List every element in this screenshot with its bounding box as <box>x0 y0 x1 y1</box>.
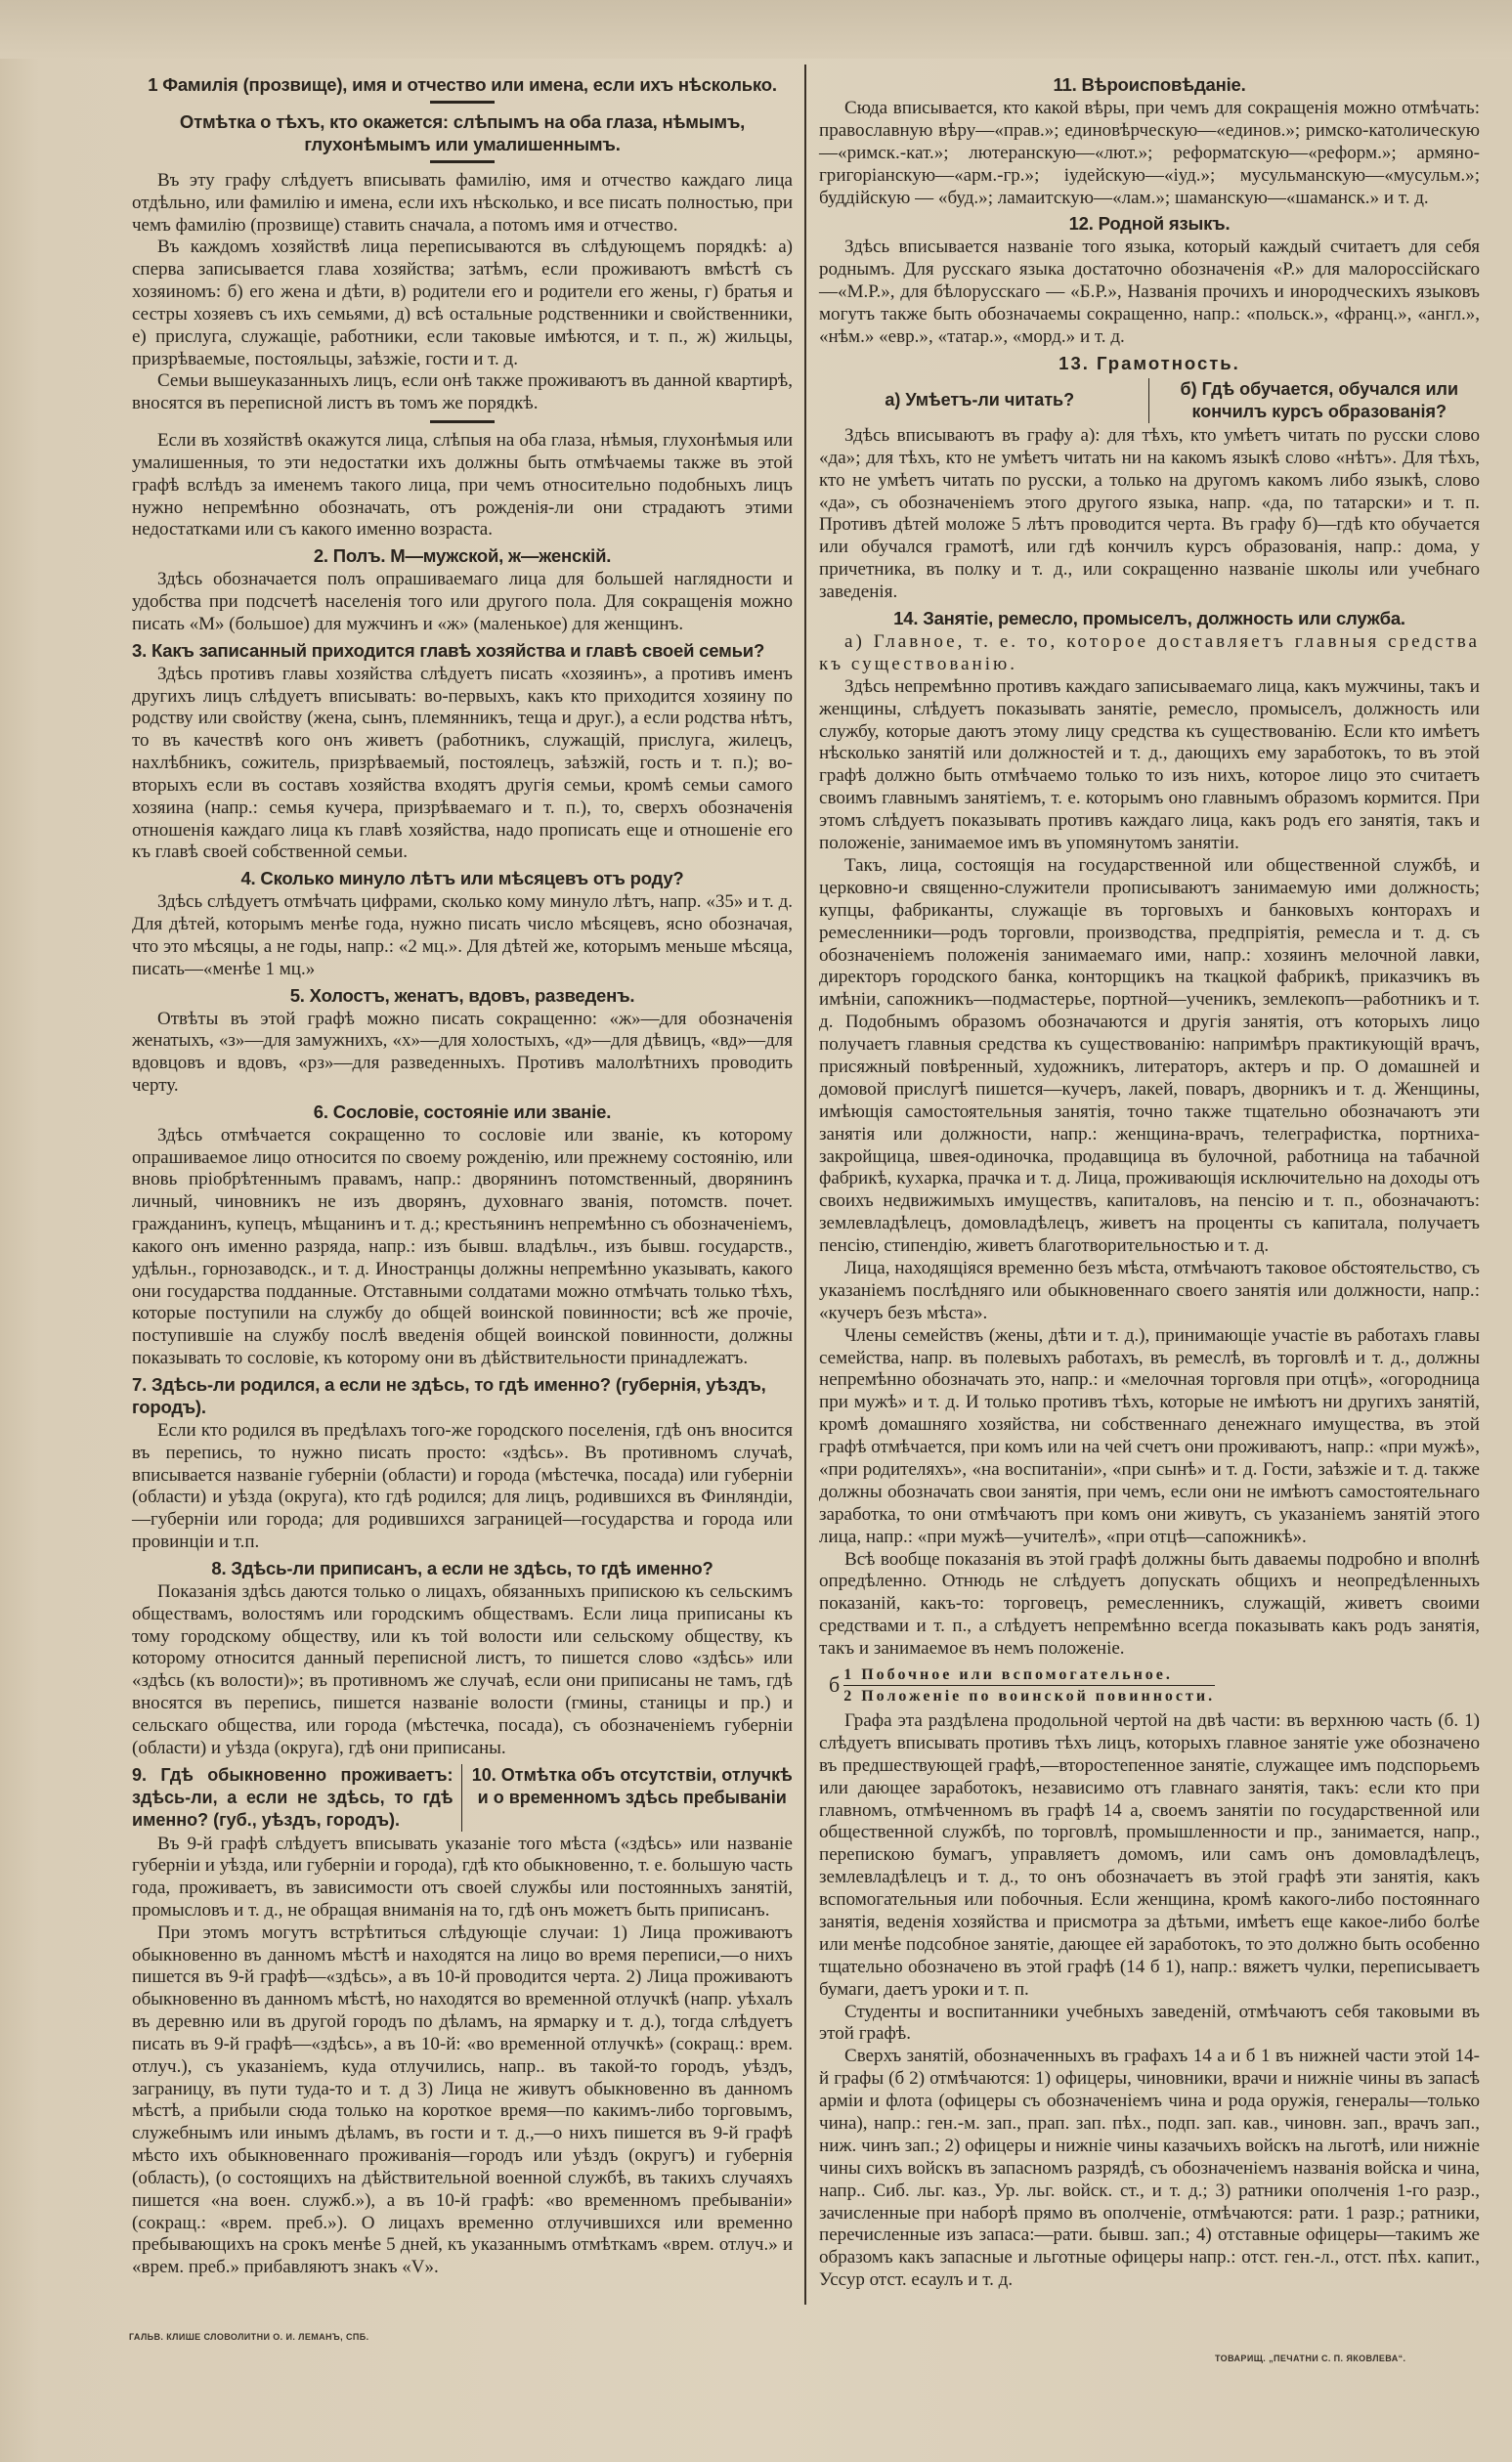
paragraph: Здѣсь вписываютъ въ графу а): для тѣхъ, кто умѣетъ читать по русски слово «да»; для тѣхъ, кто не умѣетъ читать ни на какомъ языкѣ слово «нѣтъ». Для тѣхъ, кто не умѣетъ читать по русски, а только на другомъ какомъ либо языкѣ, слово «да», съ обозначеніемъ этого другого языка, напр. «да, по татарски» и т. п. Противъ дѣтей моложе 5 лѣтъ проводится черта. Въ графу б)—гдѣ кто обучается или обучался грамотѣ, или гдѣ кончилъ курсъ образованія, напр.: дома, у причетника, въ полку и т. д., или сокращенно названіе школы или учебнаго заведенія. <box>819 424 1480 603</box>
divider-rule <box>430 101 495 104</box>
paragraph: Здѣсь противъ главы хозяйства слѣдуетъ писать «хозяинъ», а противъ именъ другихъ лицъ слѣдуетъ вписывать: во-первыхъ, какъ кто приходится хозяину по родству или свойству (жена, сынъ, племянникъ, теща и друг.), а если родства нѣтъ, то въ качествѣ кого онъ живетъ (работникъ, служащій, прислуга, жилецъ, нахлѣбникъ, сожитель, призрѣваемый, постоялецъ, заѣзжій, гость и т. п.); во-вторыхъ если въ составъ хозяйства входятъ другія семьи, кромѣ семьи самого хозяина (напр.: семья кучера, призрѣваемаго и т. п.), то, сверхъ обозначенія отношенія каждаго лица къ главѣ хозяйства, надо прописать еще и отношеніе его къ главѣ своей собственной семьи. <box>132 663 793 863</box>
section-1-subtitle: Отмѣтка о тѣхъ, кто окажется: слѣпымъ на оба глаза, нѣмымъ, глухонѣмымъ или умалишеннымъ. <box>179 111 746 154</box>
paragraph: Такъ, лица, состоящія на государственной или общественной службѣ, и церковно-и священно-служители прописываютъ занимаемую ими должность; купцы, фабриканты, служащіе въ торговыхъ и банковыхъ конторахъ и ремесленники—родъ торговли, производства, предпріятія, ремесла и т. д. съ обозначеніемъ положенія занимаемаго ими, напр.: хозяинъ мелочной лавки, директоръ городского банка, конторщикъ на ткацкой фабрикѣ, приказчикъ въ имѣніи, сапожникъ—подмастерье, портной—ученикъ, землекопъ—работникъ и т. д. Подобнымъ образомъ обозначаются и другія занятія, отъ которыхъ лицо получаетъ главныя средства къ существованію: напримѣръ практикующій врачъ, присяжный повѣренный, художникъ, литераторъ, актеръ и пр. О домашней и домовой прислугѣ пишется—кучеръ, лакей, поваръ, дворникъ и т. д. Женщины, имѣющія самостоятельныя занятія, точно также тщательно обозначаютъ эти занятія или должности, напр.: женщина-врачъ, телеграфистка, портниха-закройщица, швея-одиночка, продавщица въ булочной, работница на табачной фабрикѣ, кухарка, прачка и т. д. Лица, проживающія исключительно на доходы отъ своихъ недвижимыхъ имуществъ, капиталовъ, на пенсію и т. п., обозначаютъ: землевладѣлецъ, домовладѣлецъ, живетъ на проценты съ капитала, получаетъ пенсію, стипендію, живетъ благотворительностью и т. д. <box>819 854 1480 1257</box>
section-10-title: 10. Отмѣтка объ отсутствіи, отлучкѣ и о временномъ здѣсь пребываніи <box>471 1764 793 1807</box>
paragraph: Въ эту графу слѣдуетъ вписывать фамилію, имя и отчество каждаго лица отдѣльно, или фамилію и имена, если ихъ нѣсколько, и все писать полностью, при чемъ фамилію (прозвище) ставить сначала, а потомъ имя и отчество. <box>132 170 793 236</box>
paragraph: Показанія здѣсь даются только о лицахъ, обязанныхъ припискою къ сельскимъ обществамъ, волостямъ или городскимъ обществамъ. Если лица приписаны къ тому городскому обществу, или къ той волости или сельскому обществу, къ которому относится данный переписной листъ, то пишется слово «здѣсь» или «здѣсь (къ волости)»; въ противномъ же случаѣ, если они приписаны не тамъ, гдѣ вносятся въ перепись, пишется названіе волости (гмины, станицы и пр.) и сельскаго общества, или города (мѣстечка, посада), съ обозначеніемъ губерніи (области) и уѣзда (округа), гдѣ они приписаны. <box>132 1580 793 1758</box>
paragraph: Сверхъ занятій, обозначенныхъ въ графахъ 14 а и б 1 въ нижней части этой 14-й графы (б 2) отмѣчаются: 1) офицеры, чиновники, врачи и нижніе чины въ запасѣ арміи и флота (офицеры съ обозначеніемъ чина и рода оружія, генералы—только чина), напр.: ген.-м. зап., прап. зап. пѣх., подп. зап. кав., чиновн. зап., врачъ зап., ниж. чинъ зап.; 2) офицеры и нижніе чины казачьихъ войскъ на льготѣ, или нижніе чины сихъ войскъ въ запасномъ разрядѣ, съ обозначеніемъ названія войска и чина, напр.. Сиб. льг. каз., Ур. льг. войск. ст., и т. д.; 3) ратники ополченія 1-го разр., зачисленные при наборѣ прямо въ ополченіе, отмѣчаются: рати. 1 разр.; ратники, перечисленные изъ запаса:—рати. бывш. зап.; 4) отставные офицеры—такимъ же образомъ какъ запасные и льготные офицеры напр.: отст. ген.-л., отст. пѣх. капит., Уссур отст. есаулъ и т. д. <box>819 2046 1480 2291</box>
section-11-title: 11. Вѣроисповѣданіе. <box>1053 74 1246 95</box>
section-14b-header <box>819 1664 1480 1706</box>
section-13b-title: б) Гдѣ обучается, обучался или кончилъ курсъ образованія? <box>1148 378 1481 423</box>
section-2-title: 2. Полъ. М—мужской, ж—женскій. <box>313 545 612 567</box>
divider-rule <box>430 160 495 163</box>
paragraph: Сюда вписывается, кто какой вѣры, при чемъ для сокращенія можно отмѣчать: православную вѣру—«прав.»; единовѣрческую—«единов.»; римско-католическую—«римск.-кат.»; лютеранскую—«лют.»; реформатскую—«реформ.»; армяно-григоріанскую—«арм.-гр.»; іудейскую—«іуд.»; мусульманскую—«мусульм.»; буддійскую — «буд.»; ламаитскую—«лам.»; шаманскую—«шаманск.» и т. д. <box>819 98 1480 208</box>
right-imprint: ТОВАРИЩ. „ПЕЧАТНИ С. П. ЯКОВЛЕВА“. <box>1215 2354 1406 2363</box>
section-14a-title: а) Главное, т. е. то, которое доставляетъ главныя средства къ существованію. <box>819 631 1480 674</box>
paragraph: Въ 9-й графѣ слѣдуетъ вписывать указаніе того мѣста («здѣсь» или названіе губерніи и уѣзда, или губерніи и города), гдѣ кто обыкновенно, т. е. большую часть года, проживаетъ, въ зависимости отъ своей службы или постоянныхъ занятій, промысловъ и т. д., не обращая вниманія на то, гдѣ онъ можетъ быть приписанъ. <box>132 1833 793 1921</box>
paragraph: Здѣсь обозначается полъ опрашиваемаго лица для большей наглядности и удобства при подсчетѣ населенія того или другого пола. Для сокращенія можно писать «М» (большое) для мужчинъ и «ж» (маленькое) для женщинъ. <box>132 569 793 634</box>
section-3-title: 3. Какъ записанный приходится главѣ хозяйства и главѣ своей семьи? <box>132 639 765 661</box>
left-column <box>132 70 793 2279</box>
paragraph: Члены семействъ (жены, дѣти и т. д.), принимающіе участіе въ работахъ главы семейства, напр. въ полевыхъ работахъ, въ ремеслѣ, въ торговлѣ и т. д., должны непремѣнно обозначать это, напр.: и «мелочная торговля при отцѣ», «огородница при мужѣ» и т. д. И только противъ тѣхъ, которые не имѣютъ ни другихъ занятій, кромѣ домашняго хозяйства, ни собственнаго денежнаго имущества, въ этой графѣ отмѣчается, при комъ или на чей счетъ они проживаютъ, напр.: «при мужѣ», «при родителяхъ», «на воспитаніи», «при сынѣ» и т. д. Гости, заѣзжіе и т. д. также должны обозначать свои занятія, при чемъ, если они не имѣютъ самостоятельнаго заработка, то они отмѣчаютъ при комъ они живутъ, съ указаніемъ занятій этого лица, напр.: «при мужѣ—учителѣ», «при отцѣ—сапожникѣ». <box>819 1324 1480 1547</box>
paper-fold-shadow <box>0 0 1512 59</box>
left-imprint: ГАЛЬВ. КЛИШЕ СЛОВОЛИТНИ О. И. ЛЕМАНЪ, СПБ. <box>129 2332 369 2342</box>
section-13a-title: а) Умѣетъ-ли читать? <box>885 390 1075 410</box>
section-8-title: 8. Здѣсь-ли приписанъ, а если не здѣсь, то гдѣ именно? <box>211 1557 713 1578</box>
paragraph: Лица, находящіяся временно безъ мѣста, отмѣчаютъ таковое обстоятельство, съ указаніемъ послѣдняго или обыкновеннаго своего занятія или должности, напр.: «кучеръ безъ мѣста». <box>819 1257 1480 1323</box>
section-6-title: 6. Сословіе, состояніе или званіе. <box>313 1101 612 1122</box>
section-13-subheaders <box>819 378 1480 423</box>
section-1-title: 1 Фамилія (прозвище), имя и отчество или имена, если ихъ нѣсколько. <box>148 74 777 95</box>
paragraph: Графа эта раздѣлена продольной чертой на двѣ части: въ верхнюю часть (б. 1) слѣдуетъ вписывать противъ тѣхъ лицъ, которыхъ главное занятіе уже обозначено въ предшествующей графѣ,—второстепенное занятіе, служащее имъ подспорьемъ или дающее заработокъ, независимо отъ главнаго занятія, такъ: если кто при главномъ, отмѣченномъ въ графѣ 14 а, своемъ занятіи по государственной или общественной службѣ, по торговлѣ, промышленности и пр., занимается, напр., перепискою бумагъ, управляетъ домомъ, или самъ онъ домовладѣлецъ, землевладѣлецъ и т. д., то онъ обозначаетъ въ этой графѣ эти занятія, какъ вспомогательныя или побочныя. Если женщина, кромѣ какого-либо постояннаго занятія, веденія хозяйства и присмотра за дѣтьми, имѣетъ еще какое-либо болѣе или менѣе подсобное занятіе, дающее ей заработокъ, то это должно быть особенно тщательно обозначено въ этой графѣ (14 б 1), напр.: вяжетъ чулки, переписываетъ бумаги, даетъ уроки и т. п. <box>819 1710 1480 2000</box>
sections-9-10-header <box>132 1764 793 1832</box>
section-14b-letter: б <box>829 1672 841 1698</box>
right-column <box>819 70 1480 2292</box>
section-12-title: 12. Родной языкъ. <box>1068 213 1231 235</box>
paragraph: При этомъ могутъ встрѣтиться слѣдующіе случаи: 1) Лица проживаютъ обыкновенно въ данномъ мѣстѣ и находятся на лицо во время переписи,—о нихъ пишется въ 9-й графѣ—«здѣсь», а въ 10-й проводится черта. 2) Лица проживаютъ обыкновенно въ данномъ мѣстѣ, но находятся во временной отлучкѣ (напр. уѣхалъ въ деревню или въ другой городъ по дѣламъ, на ярмарку и т. д.), тогда слѣдуетъ писать въ 9-й графѣ—«здѣсь», а въ 10-й: «во временной отлучкѣ» (сокращ.: врем. отлуч.), съ указаніемъ, куда отлучились, напр.. въ такой-то городъ, уѣздъ, заграницу, въ пути туда-то и т. д 3) Лица не живутъ обыкновенно въ данномъ мѣстѣ, а прибыли сюда только на короткое время—по какимъ-либо торговымъ, служебнымъ или инымъ дѣламъ, въ гости и т. д.,—о нихъ пишется въ 9-й графѣ мѣсто ихъ обыкновеннаго проживанія—городъ или уѣздъ (округъ) и губернія (область), (о состоящихъ на дѣйствительной военной службѣ, въ такихъ случаяхъ пишется «на воен. служб.»), а въ 10-й графѣ: «во временномъ пребываніи» (сокращ.: «врем. преб.»). О лицахъ временно отлучившихся или временно пребывающихъ на срокъ менѣе 5 дней, къ указаннымъ отмѣткамъ «врем. отлуч.» и «врем. преб.» прибавляютъ знакъ «V». <box>132 1922 793 2278</box>
paragraph: Семьи вышеуказанныхъ лицъ, если онѣ также проживаютъ въ данной квартирѣ, вносятся въ переписной листъ въ томъ же порядкѣ. <box>132 370 793 414</box>
paragraph: Здѣсь вписывается названіе того языка, который каждый считаетъ для себя роднымъ. Для русскаго языка достаточно обозначенія «Р.» для малороссійскаго—«М.Р.», для бѣлорусскаго — «Б.Р.», Названія прочихъ и инородческихъ языковъ могутъ также быть обозначаемы сокращенно, напр.: «польск.», «франц.», «англ.», «нѣм.» «евр.», «татар.», «морд.» и т. д. <box>819 237 1480 348</box>
section-5-title: 5. Холостъ, женатъ, вдовъ, разведенъ. <box>289 984 635 1006</box>
paragraph: Здѣсь непремѣнно противъ каждаго записываемаго лица, какъ мужчины, такъ и женщины, слѣдуетъ показывать занятіе, ремесло, промыселъ, должность или службу, которые даютъ этому лицу средства къ существованію. Если кто имѣетъ нѣсколько занятій или должностей и т. д., дающихъ ему заработокъ, то въ этой графѣ должно быть отмѣчаемо только то изъ нихъ, которое лицо это считаетъ своимъ главнымъ занятіемъ, т. е. которымъ оно главнымъ образомъ кормится. При этомъ слѣдуетъ показывать противъ каждаго лица, какъ родъ его занятія, такъ и положеніе, занимаемое имъ въ упомянутомъ занятіи. <box>819 675 1480 854</box>
section-13-title: 13. Грамотность. <box>1058 352 1240 373</box>
section-14b1-title: 1 Побочное или вспомогательное. <box>843 1664 1215 1686</box>
section-7-title: 7. Здѣсь-ли родился, а если не здѣсь, то гдѣ именно? (губернія, уѣздъ, городъ). <box>132 1373 766 1417</box>
divider-rule <box>430 420 495 423</box>
column-divider <box>804 65 806 2305</box>
section-4-title: 4. Сколько минуло лѣтъ или мѣсяцевъ отъ роду? <box>240 868 684 889</box>
paragraph: Въ каждомъ хозяйствѣ лица переписываются въ слѣдующемъ порядкѣ: а) сперва записывается глава хозяйства; затѣмъ, если проживаютъ вмѣстѣ съ хозяиномъ: б) его жена и дѣти, в) родители его и родители его жены, г) братья и сестры хозяевъ съ ихъ семьями, д) всѣ остальные родственники и свойственники, е) прислуга, служащіе, работники, если таковые имѣются, и т. п., ж) жильцы, призрѣваемые, постояльцы, заѣзжіе, гости и т. д. <box>132 237 793 369</box>
section-14-title: 14. Занятіе, ремесло, промыселъ, должность или служба. <box>893 608 1405 629</box>
paragraph: Если въ хозяйствѣ окажутся лица, слѣпыя на оба глаза, нѣмыя, глухонѣмыя или умалишенныя, то эти недостатки ихъ должны быть отмѣчаемы также въ этой графѣ вслѣдъ за именемъ такого лица, при чемъ относительно подобныхъ лицъ нужно непремѣнно обозначать, отъ рожденія-ли они страдаютъ этими недостатками или съ какого именно возраста. <box>132 430 793 540</box>
paragraph: Всѣ вообще показанія въ этой графѣ должны быть даваемы подробно и вполнѣ опредѣленно. Отнюдь не слѣдуетъ допускать общихъ и неопредѣленныхъ показаній, какъ-то: торговецъ, ремесленникъ, служащій, живетъ своими средствами и т. п., а слѣдуетъ непремѣнно всегда показывать какъ родъ занятія, такъ и занимаемое въ немъ положеніе. <box>819 1548 1480 1660</box>
paragraph: Здѣсь слѣдуетъ отмѣчать цифрами, сколько кому минуло лѣтъ, напр. «35» и т. д. Для дѣтей, которымъ менѣе года, нужно писать число мѣсяцевъ, ясно обозначая, что это мѣсяцы, а не годы, напр.: «2 мц.». Для дѣтей же, которымъ меньше мѣсяца, писать—«менѣе 1 мц.» <box>132 891 793 979</box>
paragraph: Здѣсь отмѣчается сокращенно то сословіе или званіе, къ которому опрашиваемое лицо относится по своему рожденію, или прежнему состоянію, или вновь пріобрѣтеннымъ правамъ, напр.: дворянинъ потомственный, дворянинъ личный, чиновникъ не изъ дворянъ, духовнаго званія, потомств. почет. гражданинъ, купецъ, мѣщанинъ и т. д.; крестьянинъ непремѣнно съ обозначеніемъ, какого онъ именно разряда, напр.: изъ бывш. владѣльч., изъ бывш. государств., удѣльн., горнозаводск., и т. д. Иностранцы должны непремѣнно указывать, какого они государства подданные. Отставными солдатами можно отмѣчать только тѣхъ, которые поступили на службу до общей воинской повинности; всѣ же прочіе, поступившіе на службу послѣ введенія общей воинской повинности, должны показывать то сословіе, къ которому они въ дѣйствительности принадлежатъ. <box>132 1124 793 1369</box>
paragraph: Отвѣты въ этой графѣ можно писать сокращенно: «ж»—для обозначенія женатыхъ, «з»—для замужнихъ, «х»—для холостыхъ, «д»—для дѣвицъ, «вд»—для вдовцовъ и вдовъ, «рз»—для разведенныхъ. Противъ малолѣтнихъ проводить черту. <box>132 1008 793 1096</box>
section-9-title: 9. Гдѣ обыкновенно проживаетъ: здѣсь-ли, а если не здѣсь, то гдѣ именно? (губ., уѣздъ, городъ). <box>132 1764 462 1832</box>
paragraph: Студенты и воспитанники учебныхъ заведеній, отмѣчаютъ себя таковыми въ этой графѣ. <box>819 2001 1480 2045</box>
paragraph: Если кто родился въ предѣлахъ того-же городского поселенія, гдѣ онъ вносится въ перепись, то нужно писать просто: «здѣсь». Въ противномъ случаѣ, вписывается названіе губерніи (области) и города (мѣстечка, посада) или губерніи (области) и уѣзда (округа), кто гдѣ родился; для лицъ, родившихся въ Финляндіи,—губерніи или города; для родившихся заграницей—государства и города или провинціи и т.п. <box>132 1419 793 1553</box>
section-14b2-title: 2 Положеніе по воинской повинности. <box>843 1688 1216 1705</box>
